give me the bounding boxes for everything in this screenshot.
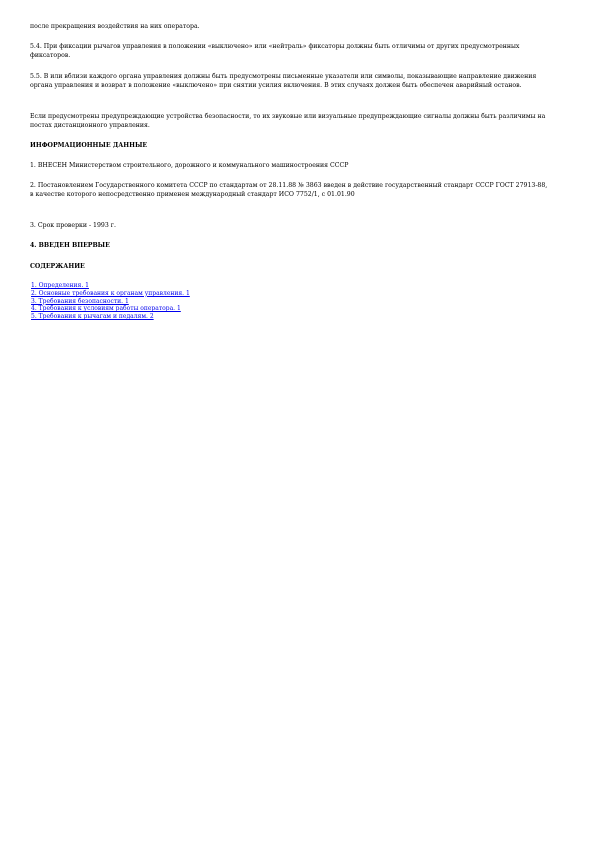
toc-link-operator-conditions[interactable]: 4. Требования к условиям работы оператора. 1 [31, 305, 181, 313]
paragraph-warning-devices: Если предусмотрены предупреждающие устройства безопасности, то их звуковые или визуальные предупреждающие сигналы должны быть различимы на постах дистанционного управления. [30, 113, 546, 129]
paragraph-continuation: после прекращения воздействия на них оператора. [30, 23, 200, 30]
info-item-1: 1. ВНЕСЕН Министерством строительного, дорожного и коммунального машиностроения СССР [30, 162, 349, 169]
info-item-3: 3. Срок проверки - 1993 г. [30, 222, 116, 229]
toc-link-definitions[interactable]: 1. Определения. 1 [31, 282, 89, 289]
info-heading: ИНФОРМАЦИОННЫЕ ДАННЫЕ [30, 142, 148, 149]
info-item-4: 4. ВВЕДЕН ВПЕРВЫЕ [30, 242, 110, 249]
paragraph-5-4: 5.4. При фиксации рычагов управления в положении «выключено» или «нейтраль» фиксаторы должны быть отличимы от других предусмотренных фиксаторов. [30, 43, 520, 59]
info-item-2: 2. Постановлением Государственного комитета СССР по стандартам от 28.11.88 № 3863 введен в действие государственный стандарт СССР ГОСТ 27913-88, в качестве которого непосредственно применен международный стандарт ИСО 7752/1, с 01.01.90 [30, 182, 548, 198]
toc-link-levers-pedals[interactable]: 5. Требования к рычагам и педалям. 2 [31, 313, 154, 321]
paragraph-5-5: 5.5. В или вблизи каждого органа управления должны быть предусмотрены письменные указатели или символы, показывающие направление движения органа управления и возврат в положение «выключено» при снятии усилия включения. В этих случаях должен быть обеспечен аварийный останов. [30, 73, 537, 89]
table-of-contents [31, 282, 331, 321]
toc-link-basic-requirements[interactable]: 2. Основные требования к органам управления. 1 [31, 289, 190, 297]
toc-heading: СОДЕРЖАНИЕ [30, 263, 85, 270]
toc-link-safety-requirements[interactable]: 3. Требования безопасности. 1 [31, 297, 129, 305]
